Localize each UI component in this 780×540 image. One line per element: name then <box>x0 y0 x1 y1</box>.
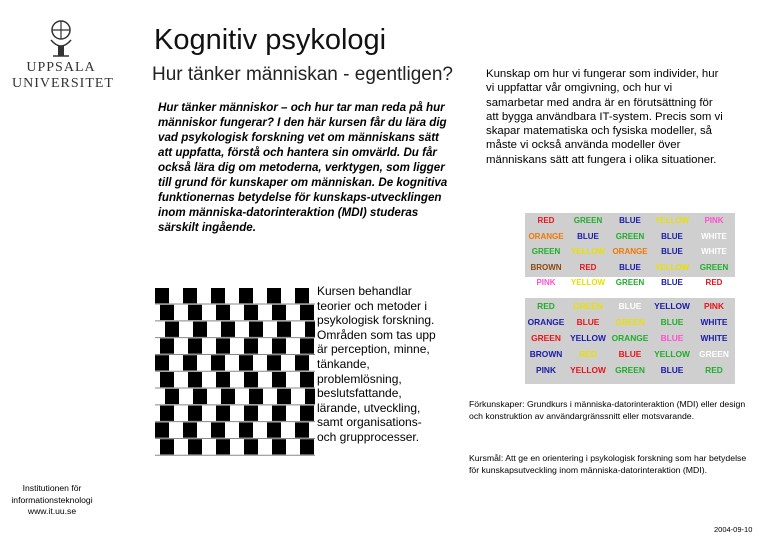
stroop-word: BLUE <box>618 301 642 311</box>
stroop-word: ORANGE <box>527 317 565 327</box>
stroop-word: RED <box>579 262 597 272</box>
cafe-wall-illusion <box>155 287 315 457</box>
logo-line-1: UPPSALA <box>26 60 96 75</box>
illusion-tile <box>165 322 179 337</box>
prerequisites-text: Förkunskaper: Grundkurs i människa-datorinteraktion (MDI) eller design och konstruktion av användargränssnitt eller motsvarande. <box>469 399 746 422</box>
department-footer: Institutionen för informationsteknologi www.it.uu.se <box>11 483 93 516</box>
stroop-row <box>525 229 735 245</box>
stroop-word: BROWN <box>529 349 563 359</box>
cafe-wall-illusion-graphic <box>155 287 315 457</box>
stroop-word: BROWN <box>530 262 562 272</box>
illusion-tile <box>244 338 258 353</box>
stroop-word: YELLOW <box>654 216 690 225</box>
intro-paragraph: Hur tänker människor – och hur tar man reda på hur människor fungerar? I den här kursen får du lära dig vad psykologisk forskning vet om människans sätt att uppfatta, förstå och hantera sin omvärld. Du får också lära dig om metoderna, verktygen, som ligger till grund för kunskaper om människan. De kognitiva funktionernas betydelse för kunskaps-utvecklingen inom människa-datorinteraktion (MDI) studeras särskilt ingående. <box>158 101 448 234</box>
stroop-word: BLUE <box>619 216 641 225</box>
stroop-word: GREEN <box>615 365 645 375</box>
illusion-tile <box>188 406 202 421</box>
illusion-tile <box>165 389 179 404</box>
stroop-word: PINK <box>536 278 556 287</box>
illusion-tile <box>188 305 202 320</box>
stroop-word: YELLOW <box>654 301 690 311</box>
illusion-tile <box>305 389 315 404</box>
illusion-tile <box>216 305 230 320</box>
stroop-word: BLUE <box>661 231 683 241</box>
illusion-tile <box>216 406 230 421</box>
illusion-tile <box>216 372 230 387</box>
illusion-tile <box>211 288 225 303</box>
logo-line-2: UNIVERSITET <box>12 76 114 91</box>
illusion-tile <box>267 288 281 303</box>
stroop-row <box>525 362 735 378</box>
illusion-tile <box>239 355 253 370</box>
stroop-row <box>525 213 735 229</box>
illusion-tile <box>244 406 258 421</box>
stroop-word: RED <box>705 365 723 375</box>
illusion-tile <box>272 338 286 353</box>
illusion-tile <box>221 389 235 404</box>
illusion-tile <box>244 372 258 387</box>
stroop-word: ORANGE <box>612 247 648 256</box>
stroop-word: YELLOW <box>654 262 690 272</box>
stroop-word: GREEN <box>699 349 729 359</box>
stroop-panel-congruent <box>525 213 735 287</box>
illusion-tile <box>295 355 309 370</box>
stroop-word: BLUE <box>660 333 684 343</box>
stroop-word: BLUE <box>660 317 684 327</box>
stroop-word: YELLOW <box>570 247 606 256</box>
stroop-row <box>525 346 735 362</box>
illusion-tile <box>300 338 314 353</box>
illusion-tile <box>155 288 169 303</box>
stroop-row <box>525 260 735 276</box>
page-subtitle: Hur tänker människan - egentligen? <box>152 64 454 85</box>
illusion-tile <box>239 422 253 437</box>
stroop-word: BLUE <box>576 317 600 327</box>
stroop-word: ORANGE <box>528 231 564 241</box>
uppsala-university-logo <box>12 16 114 92</box>
illusion-tile <box>244 439 258 454</box>
page-title: Kognitiv psykologi <box>154 24 387 56</box>
illusion-tile <box>216 439 230 454</box>
stroop-word: WHITE <box>700 333 728 343</box>
stroop-word: GREEN <box>615 317 645 327</box>
stroop-word: YELLOW <box>570 333 606 343</box>
illusion-tile <box>272 439 286 454</box>
stroop-word: YELLOW <box>654 349 690 359</box>
stroop-word: PINK <box>535 365 556 375</box>
illusion-tile <box>300 372 314 387</box>
illusion-tile <box>211 355 225 370</box>
illusion-tile <box>244 305 258 320</box>
course-content-paragraph: Kursen behandlar teorier och metoder i psykologisk forskning. Områden som tas upp är perception, minne, tänkande, problemlösning, beslutsfattande, lärande, utveckling, samt organisations- och grupprocesser. <box>317 284 436 444</box>
illusion-tile <box>300 439 314 454</box>
stroop-word: RED <box>579 349 597 359</box>
stroop-word: BLUE <box>660 365 684 375</box>
illusion-tile <box>272 305 286 320</box>
stroop-word: ORANGE <box>611 333 649 343</box>
illusion-tile <box>300 406 314 421</box>
course-goal-text: Kursmål: Att ge en orientering i psykologisk forskning som har betydelse för kunskapsutveckling inom människa-datorinteraktion (MDI). <box>469 453 747 476</box>
illusion-tile <box>193 322 207 337</box>
illusion-tile <box>160 305 174 320</box>
illusion-tile <box>155 422 169 437</box>
illusion-tile <box>277 389 291 404</box>
stroop-word: RED <box>705 278 723 287</box>
stroop-word: BLUE <box>618 349 642 359</box>
stroop-word: RED <box>537 301 555 311</box>
stroop-row <box>525 298 735 314</box>
illusion-tile <box>249 322 263 337</box>
illusion-tile <box>300 305 314 320</box>
stroop-word: GREEN <box>573 301 603 311</box>
stroop-word: WHITE <box>701 231 727 241</box>
illusion-tile <box>277 322 291 337</box>
stroop-word: YELLOW <box>570 278 606 287</box>
stroop-word: GREEN <box>531 333 561 343</box>
illusion-tile <box>211 422 225 437</box>
stroop-word: BLUE <box>661 278 683 287</box>
illusion-tile <box>160 338 174 353</box>
illusion-tile <box>188 338 202 353</box>
illusion-tile <box>267 355 281 370</box>
illusion-tile <box>155 355 169 370</box>
stroop-word: RED <box>537 216 555 225</box>
illusion-tile <box>272 406 286 421</box>
illusion-tile <box>221 322 235 337</box>
stroop-row <box>525 244 735 260</box>
illusion-tile <box>249 389 263 404</box>
knowledge-paragraph: Kunskap om hur vi fungerar som individer, hur vi uppfattar vår omgivning, och hur vi samarbetar med andra är en förutsättning för att bygga användbara IT-system. Precis som vi skapar matematiska och fysiska modeller, så måste vi också använda modeller över människans sätt att fungera i olika situationer. <box>486 68 723 166</box>
date-footer: 2004-09-10 <box>714 525 753 534</box>
illusion-tile <box>183 355 197 370</box>
university-seal-icon <box>41 16 81 60</box>
illusion-tile <box>183 422 197 437</box>
stroop-word: PINK <box>704 216 724 225</box>
stroop-word: GREEN <box>699 262 729 272</box>
illusion-tile <box>216 338 230 353</box>
illusion-tile <box>239 288 253 303</box>
stroop-word: BLUE <box>661 247 683 256</box>
illusion-tile <box>272 372 286 387</box>
illusion-tile <box>295 422 309 437</box>
stroop-word: BLUE <box>619 262 641 272</box>
illusion-tile <box>193 389 207 404</box>
stroop-panel-incongruent <box>525 298 735 384</box>
illusion-tile <box>160 439 174 454</box>
stroop-word: WHITE <box>700 317 728 327</box>
stroop-word: PINK <box>703 301 724 311</box>
illusion-tile <box>267 422 281 437</box>
stroop-word: YELLOW <box>570 365 606 375</box>
stroop-row <box>525 314 735 330</box>
illusion-tile <box>160 372 174 387</box>
illusion-tile <box>160 406 174 421</box>
stroop-word: GREEN <box>615 278 645 287</box>
stroop-row <box>525 330 735 346</box>
illusion-tile <box>295 288 309 303</box>
stroop-word: GREEN <box>531 247 561 256</box>
illusion-tile <box>183 288 197 303</box>
stroop-word: WHITE <box>701 247 727 256</box>
stroop-word: GREEN <box>615 231 645 241</box>
illusion-tile <box>305 322 315 337</box>
stroop-word: GREEN <box>573 216 603 225</box>
illusion-tile <box>188 439 202 454</box>
stroop-row <box>525 275 735 291</box>
illusion-tile <box>188 372 202 387</box>
stroop-word: BLUE <box>577 231 599 241</box>
